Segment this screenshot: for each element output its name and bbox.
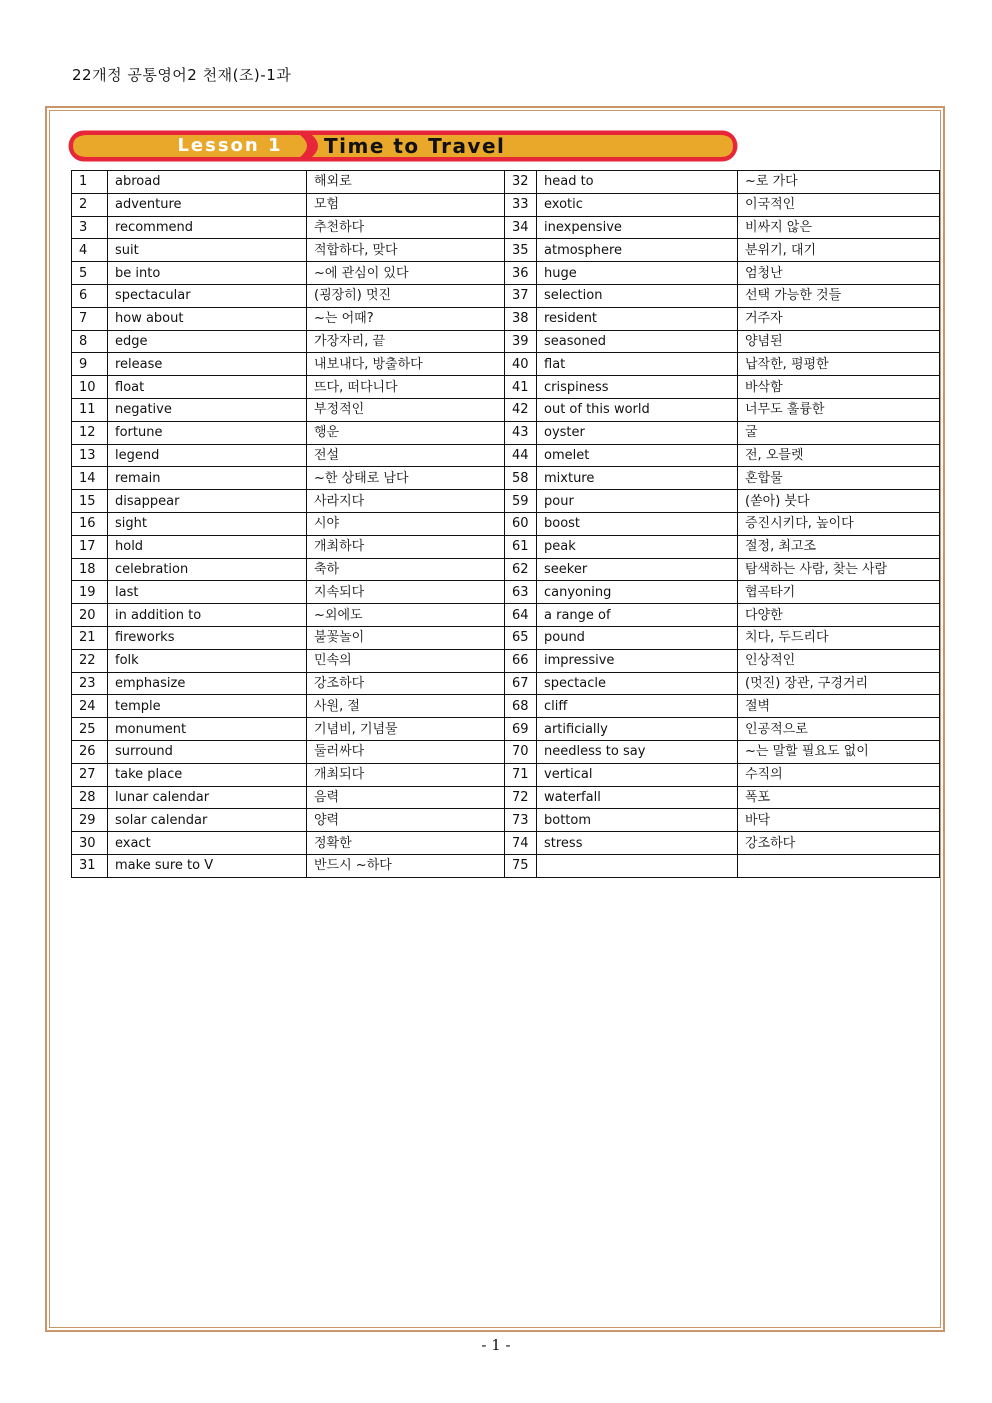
word-number: 58 bbox=[505, 467, 537, 490]
word-number: 64 bbox=[505, 604, 537, 627]
korean-meaning: 납작한, 평평한 bbox=[738, 353, 940, 376]
english-word: head to bbox=[537, 171, 738, 194]
word-number: 23 bbox=[72, 672, 108, 695]
korean-meaning: ~는 말할 필요도 없이 bbox=[738, 740, 940, 763]
english-word: spectacular bbox=[108, 284, 307, 307]
korean-meaning: 축하 bbox=[307, 558, 505, 581]
english-word: a range of bbox=[537, 604, 738, 627]
word-number: 21 bbox=[72, 626, 108, 649]
table-row bbox=[72, 558, 940, 581]
english-word: seasoned bbox=[537, 330, 738, 353]
english-word: take place bbox=[108, 763, 307, 786]
word-number: 22 bbox=[72, 649, 108, 672]
korean-meaning: 반드시 ~하다 bbox=[307, 854, 505, 877]
english-word: resident bbox=[537, 307, 738, 330]
english-word: huge bbox=[537, 262, 738, 285]
english-word: exotic bbox=[537, 193, 738, 216]
korean-meaning: 가장자리, 끝 bbox=[307, 330, 505, 353]
table-row bbox=[72, 763, 940, 786]
word-number: 32 bbox=[505, 171, 537, 194]
table-row bbox=[72, 626, 940, 649]
korean-meaning: 거주자 bbox=[738, 307, 940, 330]
table-row bbox=[72, 604, 940, 627]
korean-meaning bbox=[738, 854, 940, 877]
english-word: adventure bbox=[108, 193, 307, 216]
table-row bbox=[72, 398, 940, 421]
korean-meaning: 수직의 bbox=[738, 763, 940, 786]
table-row bbox=[72, 353, 940, 376]
english-word: negative bbox=[108, 398, 307, 421]
english-word: recommend bbox=[108, 216, 307, 239]
word-number: 18 bbox=[72, 558, 108, 581]
korean-meaning: ~로 가다 bbox=[738, 171, 940, 194]
korean-meaning: 굴 bbox=[738, 421, 940, 444]
english-word: in addition to bbox=[108, 604, 307, 627]
english-word: fireworks bbox=[108, 626, 307, 649]
english-word: stress bbox=[537, 832, 738, 855]
word-number: 33 bbox=[505, 193, 537, 216]
english-word: fortune bbox=[108, 421, 307, 444]
korean-meaning: ~한 상태로 남다 bbox=[307, 467, 505, 490]
korean-meaning: 민속의 bbox=[307, 649, 505, 672]
word-number: 61 bbox=[505, 535, 537, 558]
english-word: pour bbox=[537, 490, 738, 513]
korean-meaning: (쏟아) 붓다 bbox=[738, 490, 940, 513]
table-row bbox=[72, 718, 940, 741]
word-number: 63 bbox=[505, 581, 537, 604]
word-number: 59 bbox=[505, 490, 537, 513]
korean-meaning: 추천하다 bbox=[307, 216, 505, 239]
word-number: 65 bbox=[505, 626, 537, 649]
english-word: folk bbox=[108, 649, 307, 672]
english-word: solar calendar bbox=[108, 809, 307, 832]
english-word: canyoning bbox=[537, 581, 738, 604]
english-word: sight bbox=[108, 512, 307, 535]
korean-meaning: 이국적인 bbox=[738, 193, 940, 216]
english-word: temple bbox=[108, 695, 307, 718]
word-number: 36 bbox=[505, 262, 537, 285]
english-word: waterfall bbox=[537, 786, 738, 809]
word-number: 68 bbox=[505, 695, 537, 718]
word-number: 69 bbox=[505, 718, 537, 741]
table-row bbox=[72, 284, 940, 307]
korean-meaning: 개최되다 bbox=[307, 763, 505, 786]
word-number: 37 bbox=[505, 284, 537, 307]
word-number: 3 bbox=[72, 216, 108, 239]
korean-meaning: 부정적인 bbox=[307, 398, 505, 421]
word-number: 71 bbox=[505, 763, 537, 786]
english-word: boost bbox=[537, 512, 738, 535]
korean-meaning: 시야 bbox=[307, 512, 505, 535]
table-row bbox=[72, 307, 940, 330]
korean-meaning: 강조하다 bbox=[307, 672, 505, 695]
korean-meaning: 인공적으로 bbox=[738, 718, 940, 741]
korean-meaning: 혼합물 bbox=[738, 467, 940, 490]
word-number: 72 bbox=[505, 786, 537, 809]
word-number: 11 bbox=[72, 398, 108, 421]
english-word: peak bbox=[537, 535, 738, 558]
english-word: how about bbox=[108, 307, 307, 330]
table-row bbox=[72, 216, 940, 239]
english-word bbox=[537, 854, 738, 877]
korean-meaning: 양념된 bbox=[738, 330, 940, 353]
english-word: pound bbox=[537, 626, 738, 649]
korean-meaning: 인상적인 bbox=[738, 649, 940, 672]
word-number: 75 bbox=[505, 854, 537, 877]
word-number: 26 bbox=[72, 740, 108, 763]
korean-meaning: 너무도 훌륭한 bbox=[738, 398, 940, 421]
word-number: 27 bbox=[72, 763, 108, 786]
lesson-label: Lesson 1 bbox=[177, 135, 283, 156]
korean-meaning: 바닥 bbox=[738, 809, 940, 832]
table-row bbox=[72, 809, 940, 832]
word-number: 7 bbox=[72, 307, 108, 330]
korean-meaning: 치다, 두드리다 bbox=[738, 626, 940, 649]
korean-meaning: 폭포 bbox=[738, 786, 940, 809]
table-row bbox=[72, 444, 940, 467]
word-number: 73 bbox=[505, 809, 537, 832]
table-row bbox=[72, 854, 940, 877]
table-row bbox=[72, 512, 940, 535]
english-word: monument bbox=[108, 718, 307, 741]
english-word: out of this world bbox=[537, 398, 738, 421]
korean-meaning: 불꽃놀이 bbox=[307, 626, 505, 649]
page-number: - 1 - bbox=[481, 1336, 511, 1354]
word-number: 13 bbox=[72, 444, 108, 467]
word-number: 41 bbox=[505, 376, 537, 399]
korean-meaning: 사라지다 bbox=[307, 490, 505, 513]
table-row bbox=[72, 171, 940, 194]
table-row bbox=[72, 467, 940, 490]
english-word: inexpensive bbox=[537, 216, 738, 239]
word-number: 19 bbox=[72, 581, 108, 604]
korean-meaning: 양력 bbox=[307, 809, 505, 832]
english-word: float bbox=[108, 376, 307, 399]
word-number: 70 bbox=[505, 740, 537, 763]
english-word: emphasize bbox=[108, 672, 307, 695]
english-word: edge bbox=[108, 330, 307, 353]
english-word: disappear bbox=[108, 490, 307, 513]
word-number: 14 bbox=[72, 467, 108, 490]
table-row bbox=[72, 581, 940, 604]
english-word: atmosphere bbox=[537, 239, 738, 262]
korean-meaning: 강조하다 bbox=[738, 832, 940, 855]
korean-meaning: 지속되다 bbox=[307, 581, 505, 604]
word-number: 40 bbox=[505, 353, 537, 376]
word-number: 66 bbox=[505, 649, 537, 672]
korean-meaning: 정확한 bbox=[307, 832, 505, 855]
word-number: 8 bbox=[72, 330, 108, 353]
korean-meaning: 사원, 절 bbox=[307, 695, 505, 718]
korean-meaning: 적합하다, 맞다 bbox=[307, 239, 505, 262]
word-number: 12 bbox=[72, 421, 108, 444]
english-word: selection bbox=[537, 284, 738, 307]
word-number: 10 bbox=[72, 376, 108, 399]
korean-meaning: 선택 가능한 것들 bbox=[738, 284, 940, 307]
table-row bbox=[72, 239, 940, 262]
document-header: 22개정 공통영어2 천재(조)-1과 bbox=[72, 66, 292, 84]
english-word: make sure to V bbox=[108, 854, 307, 877]
word-number: 39 bbox=[505, 330, 537, 353]
word-number: 24 bbox=[72, 695, 108, 718]
word-number: 9 bbox=[72, 353, 108, 376]
korean-meaning: 증진시키다, 높이다 bbox=[738, 512, 940, 535]
word-number: 62 bbox=[505, 558, 537, 581]
english-word: hold bbox=[108, 535, 307, 558]
word-number: 16 bbox=[72, 512, 108, 535]
word-number: 17 bbox=[72, 535, 108, 558]
english-word: legend bbox=[108, 444, 307, 467]
word-number: 30 bbox=[72, 832, 108, 855]
english-word: crispiness bbox=[537, 376, 738, 399]
word-number: 31 bbox=[72, 854, 108, 877]
table-row bbox=[72, 376, 940, 399]
english-word: celebration bbox=[108, 558, 307, 581]
word-number: 1 bbox=[72, 171, 108, 194]
table-row bbox=[72, 193, 940, 216]
table-row bbox=[72, 262, 940, 285]
korean-meaning: 비싸지 않은 bbox=[738, 216, 940, 239]
english-word: flat bbox=[537, 353, 738, 376]
english-word: artificially bbox=[537, 718, 738, 741]
english-word: omelet bbox=[537, 444, 738, 467]
english-word: oyster bbox=[537, 421, 738, 444]
english-word: release bbox=[108, 353, 307, 376]
korean-meaning: 기념비, 기념물 bbox=[307, 718, 505, 741]
korean-meaning: 절벽 bbox=[738, 695, 940, 718]
korean-meaning: (굉장히) 멋진 bbox=[307, 284, 505, 307]
korean-meaning: 엄청난 bbox=[738, 262, 940, 285]
word-number: 43 bbox=[505, 421, 537, 444]
korean-meaning: ~는 어때? bbox=[307, 307, 505, 330]
english-word: lunar calendar bbox=[108, 786, 307, 809]
english-word: suit bbox=[108, 239, 307, 262]
korean-meaning: 탐색하는 사람, 찾는 사람 bbox=[738, 558, 940, 581]
korean-meaning: 바삭함 bbox=[738, 376, 940, 399]
korean-meaning: (멋진) 장관, 구경거리 bbox=[738, 672, 940, 695]
vocabulary-table bbox=[71, 170, 940, 878]
lesson-title: Time to Travel bbox=[324, 134, 506, 158]
english-word: seeker bbox=[537, 558, 738, 581]
english-word: be into bbox=[108, 262, 307, 285]
korean-meaning: ~외에도 bbox=[307, 604, 505, 627]
korean-meaning: 해외로 bbox=[307, 171, 505, 194]
table-row bbox=[72, 421, 940, 444]
korean-meaning: 둘러싸다 bbox=[307, 740, 505, 763]
word-number: 25 bbox=[72, 718, 108, 741]
word-number: 6 bbox=[72, 284, 108, 307]
word-number: 4 bbox=[72, 239, 108, 262]
word-number: 35 bbox=[505, 239, 537, 262]
word-number: 44 bbox=[505, 444, 537, 467]
english-word: surround bbox=[108, 740, 307, 763]
word-number: 2 bbox=[72, 193, 108, 216]
korean-meaning: 개최하다 bbox=[307, 535, 505, 558]
english-word: bottom bbox=[537, 809, 738, 832]
english-word: cliff bbox=[537, 695, 738, 718]
english-word: needless to say bbox=[537, 740, 738, 763]
english-word: abroad bbox=[108, 171, 307, 194]
table-row bbox=[72, 695, 940, 718]
word-number: 34 bbox=[505, 216, 537, 239]
korean-meaning: 행운 bbox=[307, 421, 505, 444]
word-number: 74 bbox=[505, 832, 537, 855]
korean-meaning: 분위기, 대기 bbox=[738, 239, 940, 262]
word-number: 28 bbox=[72, 786, 108, 809]
table-row bbox=[72, 740, 940, 763]
table-row bbox=[72, 649, 940, 672]
word-number: 60 bbox=[505, 512, 537, 535]
word-number: 42 bbox=[505, 398, 537, 421]
english-word: remain bbox=[108, 467, 307, 490]
table-row bbox=[72, 535, 940, 558]
korean-meaning: 내보내다, 방출하다 bbox=[307, 353, 505, 376]
table-row bbox=[72, 490, 940, 513]
lesson-banner bbox=[68, 130, 738, 162]
word-number: 15 bbox=[72, 490, 108, 513]
korean-meaning: 음력 bbox=[307, 786, 505, 809]
word-number: 38 bbox=[505, 307, 537, 330]
english-word: last bbox=[108, 581, 307, 604]
english-word: mixture bbox=[537, 467, 738, 490]
word-number: 67 bbox=[505, 672, 537, 695]
english-word: spectacle bbox=[537, 672, 738, 695]
korean-meaning: 협곡타기 bbox=[738, 581, 940, 604]
table-row bbox=[72, 672, 940, 695]
english-word: vertical bbox=[537, 763, 738, 786]
korean-meaning: 전설 bbox=[307, 444, 505, 467]
table-row bbox=[72, 832, 940, 855]
korean-meaning: 절정, 최고조 bbox=[738, 535, 940, 558]
korean-meaning: 모험 bbox=[307, 193, 505, 216]
korean-meaning: 다양한 bbox=[738, 604, 940, 627]
table-row bbox=[72, 330, 940, 353]
english-word: exact bbox=[108, 832, 307, 855]
korean-meaning: 전, 오믈렛 bbox=[738, 444, 940, 467]
word-number: 20 bbox=[72, 604, 108, 627]
english-word: impressive bbox=[537, 649, 738, 672]
table-row bbox=[72, 786, 940, 809]
korean-meaning: 뜨다, 떠다니다 bbox=[307, 376, 505, 399]
korean-meaning: ~에 관심이 있다 bbox=[307, 262, 505, 285]
word-number: 29 bbox=[72, 809, 108, 832]
word-number: 5 bbox=[72, 262, 108, 285]
